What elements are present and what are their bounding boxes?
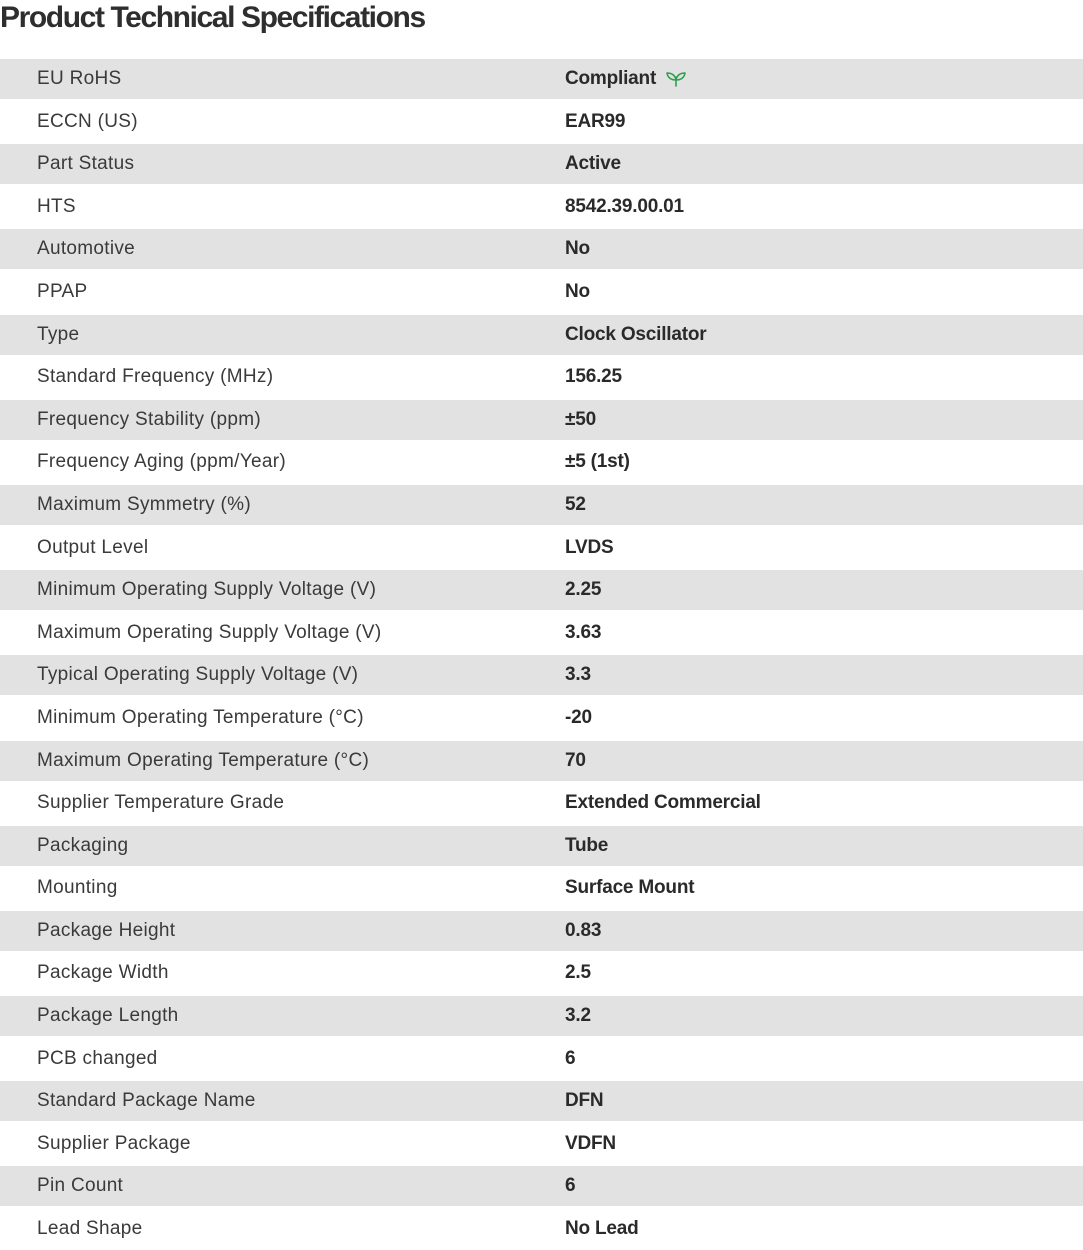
spec-value: Active — [565, 153, 621, 175]
spec-value: 70 — [565, 749, 586, 771]
spec-label: Typical Operating Supply Voltage (V) — [37, 664, 359, 686]
spec-value: 8542.39.00.01 — [565, 195, 684, 217]
leaf-icon — [665, 70, 687, 88]
spec-label: HTS — [37, 195, 76, 217]
spec-label: PCB changed — [37, 1047, 158, 1069]
spec-row-pin-count — [0, 1166, 1083, 1206]
spec-label: Frequency Aging (ppm/Year) — [37, 451, 286, 473]
spec-value: EAR99 — [565, 110, 626, 132]
spec-value: 2.5 — [565, 962, 591, 984]
spec-label: Frequency Stability (ppm) — [37, 408, 261, 430]
spec-value: LVDS — [565, 536, 614, 558]
spec-value: No Lead — [565, 1218, 639, 1240]
spec-table — [0, 59, 1083, 1250]
spec-row-package-width — [0, 952, 1083, 995]
spec-row-eccn — [0, 100, 1083, 143]
spec-row-min-supply-voltage — [0, 570, 1083, 610]
spec-value: Clock Oscillator — [565, 323, 707, 345]
spec-row-lead-shape — [0, 1208, 1083, 1250]
spec-row-frequency-stability — [0, 400, 1083, 440]
spec-row-part-status — [0, 144, 1083, 184]
spec-row-mounting — [0, 867, 1083, 910]
spec-value: 52 — [565, 493, 586, 515]
spec-label: Package Length — [37, 1005, 179, 1027]
spec-value: 3.63 — [565, 621, 602, 643]
spec-row-packaging — [0, 826, 1083, 866]
spec-value: Surface Mount — [565, 877, 695, 899]
spec-value: 156.25 — [565, 366, 622, 388]
spec-row-min-operating-temp — [0, 697, 1083, 740]
spec-row-eu-rohs — [0, 59, 1083, 99]
spec-value: 3.3 — [565, 664, 591, 686]
spec-value: 3.2 — [565, 1005, 591, 1027]
spec-label: Part Status — [37, 153, 135, 175]
spec-row-typ-supply-voltage — [0, 655, 1083, 695]
spec-row-maximum-symmetry — [0, 485, 1083, 525]
spec-value: 6 — [565, 1047, 576, 1069]
spec-value: 0.83 — [565, 919, 602, 941]
spec-label: Supplier Package — [37, 1132, 191, 1154]
page-title: Product Technical Specifications — [0, 1, 425, 34]
spec-label: Pin Count — [37, 1175, 124, 1197]
spec-value — [565, 68, 687, 90]
spec-row-type — [0, 315, 1083, 355]
spec-row-frequency-aging — [0, 441, 1083, 484]
spec-row-pcb-changed — [0, 1037, 1083, 1080]
spec-row-hts — [0, 185, 1083, 228]
spec-value: VDFN — [565, 1132, 616, 1154]
spec-label: Mounting — [37, 877, 118, 899]
spec-value: ±50 — [565, 408, 596, 430]
spec-label: Packaging — [37, 834, 129, 856]
spec-row-supplier-package — [0, 1123, 1083, 1166]
spec-label: Maximum Symmetry (%) — [37, 493, 251, 515]
spec-label: ECCN (US) — [37, 110, 138, 132]
spec-value: 6 — [565, 1175, 576, 1197]
spec-label: Maximum Operating Supply Voltage (V) — [37, 621, 382, 643]
spec-value: Extended Commercial — [565, 792, 761, 814]
spec-value: Tube — [565, 834, 609, 856]
spec-value: 2.25 — [565, 579, 602, 601]
spec-label: Standard Package Name — [37, 1090, 256, 1112]
spec-row-package-length — [0, 996, 1083, 1036]
spec-label: EU RoHS — [37, 68, 122, 89]
spec-label: PPAP — [37, 280, 88, 302]
spec-label: Maximum Operating Temperature (°C) — [37, 749, 370, 771]
spec-row-standard-frequency — [0, 356, 1083, 399]
spec-row-max-supply-voltage — [0, 611, 1083, 654]
spec-value: No — [565, 238, 590, 260]
spec-label: Minimum Operating Temperature (°C) — [37, 706, 364, 728]
spec-label: Type — [37, 323, 80, 345]
spec-value: No — [565, 280, 590, 302]
spec-label: Lead Shape — [37, 1218, 143, 1240]
spec-value-text: Compliant — [565, 68, 657, 89]
spec-label: Minimum Operating Supply Voltage (V) — [37, 579, 377, 601]
spec-row-temperature-grade — [0, 782, 1083, 825]
spec-label: Supplier Temperature Grade — [37, 792, 285, 814]
spec-label: Package Height — [37, 919, 176, 941]
spec-label: Package Width — [37, 962, 169, 984]
spec-label: Output Level — [37, 536, 149, 558]
spec-value: ±5 (1st) — [565, 451, 630, 473]
spec-row-standard-package-name — [0, 1081, 1083, 1121]
spec-row-output-level — [0, 526, 1083, 569]
spec-row-ppap — [0, 271, 1083, 314]
spec-row-max-operating-temp — [0, 741, 1083, 781]
spec-row-automotive — [0, 229, 1083, 269]
spec-row-package-height — [0, 911, 1083, 951]
spec-label: Standard Frequency (MHz) — [37, 366, 274, 388]
spec-value: -20 — [565, 706, 592, 728]
spec-value: DFN — [565, 1090, 604, 1112]
spec-label: Automotive — [37, 238, 136, 260]
